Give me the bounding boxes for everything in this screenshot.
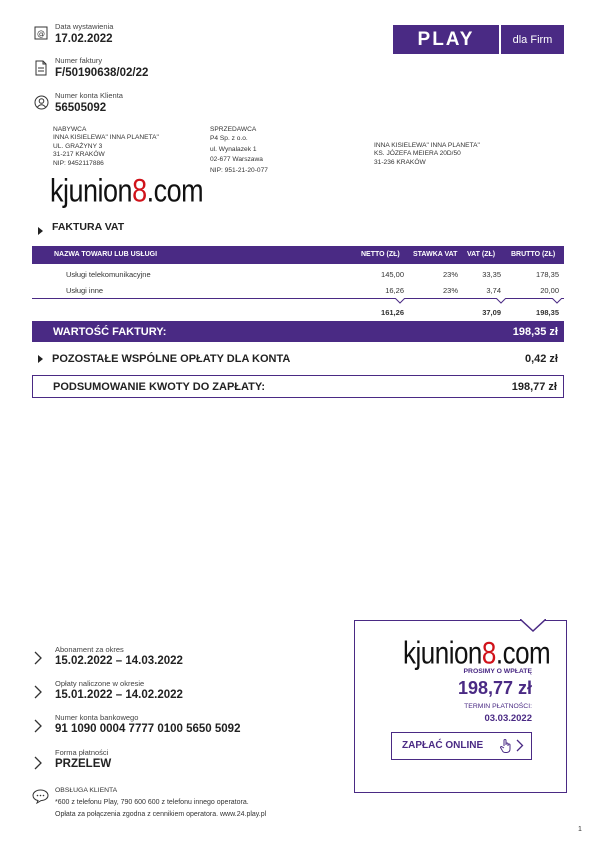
issue-date: 17.02.2022	[55, 33, 113, 45]
account-number-label: Numer konta Klienta	[55, 91, 123, 100]
please-pay-label: PROSIMY O WPŁATĘ	[463, 668, 532, 675]
bank-label: Numer konta bankowego	[55, 713, 139, 722]
bank-account: 91 1090 0004 7777 0100 5650 5092	[55, 723, 241, 735]
col-header-vat-rate: STAWKA VAT	[413, 251, 458, 258]
bullet-arrow-icon	[38, 222, 43, 240]
invoice-value-bar	[32, 321, 564, 342]
other-fees-value: 0,42 zł	[524, 353, 558, 365]
hand-pointer-icon	[499, 738, 513, 759]
buyer-line: NIP: 9452117886	[53, 159, 104, 167]
table-header	[32, 246, 564, 264]
chevron-right-icon	[34, 756, 43, 775]
user-icon	[34, 95, 48, 109]
seller-line: P4 Sp. z o.o.	[210, 135, 248, 143]
seller-line: 02-677 Warszawa	[210, 156, 263, 164]
paybox-notch	[520, 619, 546, 633]
buyer-label: NABYWCA	[53, 126, 87, 133]
invoice-value: 198,35 zł	[512, 326, 558, 338]
chevron-right-icon	[34, 719, 43, 738]
seller-line: NIP: 951-21-20-077	[210, 166, 268, 174]
recipient-line: INNA KISIELEWA" INNA PLANETA"	[374, 142, 480, 149]
play-logo	[393, 25, 564, 54]
recipient-block	[374, 142, 480, 167]
invoice-value-label: WARTOŚĆ FAKTURY:	[53, 326, 167, 338]
issue-date-label: Data wystawienia	[55, 22, 114, 31]
due-date: 03.03.2022	[484, 713, 532, 724]
summary-value: 198,77 zł	[511, 381, 557, 393]
col-header-vat: VAT (ZŁ)	[467, 251, 496, 258]
invoice-page: @ Data wystawienia 17.02.2022 Numer faktury F/50190638/02/22 Numer konta Klienta 56505092 PLAY dla Firm NABYWCA INNA KISIELEWA" INNA PLANETA" UL. GRAŻYNY 3 31-217 KRAKÓW NIP: 9452117886 SPRZEDAWCA P4 Sp. z o.o. ul. Wynalazek 1 02-677 Warszawa NIP: 951-21-20-077 INNA KISIELEWA" INNA PLANETA" KS. JÓZEFA MEIERA 20D/50 31-236 KRAKÓW kjunion8.com FAKTURA VAT NAZWA TOWARU LUB USŁUGI NETTO (ZŁ) STAWKA VAT VAT (ZŁ) BRUTTO (ZŁ) Usługi telekomunikacyjne 145,00 23% 33,35 178,35 Usługi inne 16,26 23% 3,74 20,00 161,26 37,09 198,35 WARTOŚĆ FAKTURY: 198,35 zł POZOSTAŁE WSPÓLNE OPŁATY DLA KONTA 0,42 zł PODSUMOWANIE KWOTY DO ZAPŁATY: 198,77 zł Abonament za okres 15.02.2022 – 14.03.2022 Opłaty naliczone w okresie 15.01.2022 – 14.02.2022 Numer konta bankowego 91 1090 0004 7777 0100 5650 5092 Forma płatności PRZELEW OBSŁUGA KLIENTA *600 z telefonu Play, 790 600 600 z telefonu innego operatora. Opłata za połączenia zgodna z cennikiem operatora. www.24.play.pl PROSIMY O WPŁATĘ 198,77 zł TERMIN PŁATNOŚCI: 03.03.2022 ZAPŁAĆ ONLINE kjunion8.com 1	[0, 0, 595, 842]
chevron-right-icon	[34, 651, 43, 670]
watermark-logo: kjunion8.com	[50, 172, 204, 209]
summary-label: PODSUMOWANIE KWOTY DO ZAPŁATY:	[53, 381, 266, 393]
charges-label: Opłaty naliczone w okresie	[55, 679, 145, 688]
logo-firm-text: dla Firm	[501, 25, 564, 54]
payment-form-label: Forma płatności	[55, 748, 109, 757]
due-date-label: TERMIN PŁATNOŚCI:	[464, 703, 532, 710]
account-number: 56505092	[55, 102, 107, 114]
svg-text:@: @	[37, 29, 45, 38]
section-title: FAKTURA VAT	[52, 221, 125, 233]
support-line2: Opłata za połączenia zgodna z cennikiem operatora. www.24.play.pl	[55, 811, 267, 818]
buyer-line: 31-217 KRAKÓW	[53, 151, 105, 159]
calendar-icon	[34, 26, 48, 40]
invoice-number-label: Numer faktury	[55, 56, 103, 65]
watermark-logo: kjunion8.com	[403, 634, 551, 671]
charges-value: 15.01.2022 – 14.02.2022	[55, 689, 183, 701]
sum-notches	[32, 298, 564, 304]
page-number: 1	[578, 826, 582, 833]
buyer-line: UL. GRAŻYNY 3	[53, 142, 103, 150]
support-label: OBSŁUGA KLIENTA	[55, 787, 118, 794]
col-header-name: NAZWA TOWARU LUB USŁUGI	[54, 251, 158, 258]
other-fees-label: POZOSTAŁE WSPÓLNE OPŁATY DLA KONTA	[52, 353, 291, 365]
payment-form: PRZELEW	[55, 758, 112, 770]
recipient-line: 31-236 KRAKÓW	[374, 158, 426, 166]
period-label: Abonament za okres	[55, 645, 124, 654]
period-value: 15.02.2022 – 14.03.2022	[55, 655, 183, 667]
seller-block	[210, 126, 268, 176]
pay-online-label: ZAPŁAĆ ONLINE	[402, 740, 484, 751]
buyer-block	[53, 126, 159, 168]
logo-play-text: PLAY	[393, 25, 499, 54]
document-icon	[34, 60, 48, 74]
seller-line: ul. Wynalazek 1	[210, 145, 257, 153]
support-line1: *600 z telefonu Play, 790 600 600 z telefonu innego operatora.	[55, 799, 249, 806]
invoice-number: F/50190638/02/22	[55, 67, 149, 79]
pay-online-button[interactable]	[391, 732, 532, 760]
buyer-line: INNA KISIELEWA" INNA PLANETA"	[53, 134, 159, 142]
chat-bubble-icon	[32, 789, 49, 809]
summary-box	[32, 375, 564, 398]
seller-label: SPRZEDAWCA	[210, 126, 257, 133]
chevron-right-icon	[34, 685, 43, 704]
col-header-net: NETTO (ZŁ)	[361, 251, 400, 258]
col-header-gross: BRUTTO (ZŁ)	[511, 251, 556, 258]
pay-amount: 198,77 zł	[457, 678, 532, 698]
recipient-line: KS. JÓZEFA MEIERA 20D/50	[374, 150, 461, 158]
chevron-right-icon	[516, 739, 524, 757]
